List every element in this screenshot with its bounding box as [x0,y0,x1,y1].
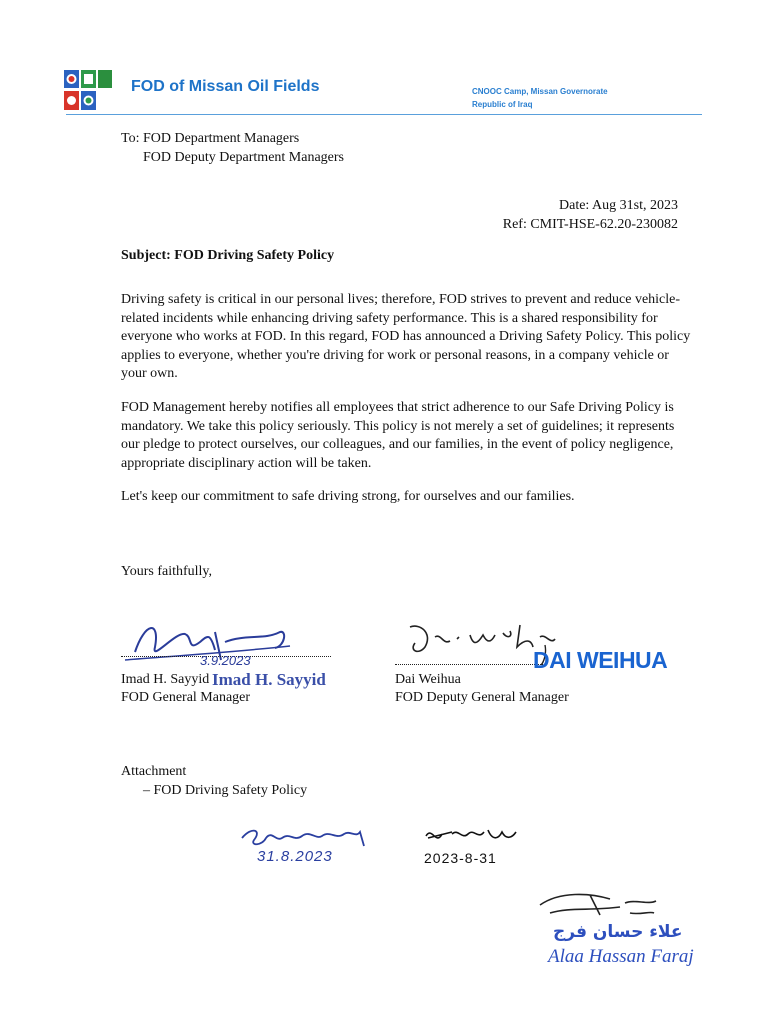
signatory-1-title: FOD General Manager [121,690,251,705]
name-stamp-2: DAI WEIHUA [533,647,668,673]
initial-date-2: 2023-8-31 [424,850,497,866]
company-logo [64,70,112,110]
address-line-2: Republic of Iraq [472,100,533,109]
latin-name-stamp: Alaa Hassan Faraj [548,946,694,967]
initial-date-1: 31.8.2023 [257,848,333,865]
signature-line-2 [395,664,545,665]
handwritten-date-1: 3.9.2023 [200,653,251,668]
subject-line: Subject: FOD Driving Safety Policy [121,248,335,263]
letter-date: Date: Aug 31st, 2023 [559,198,678,213]
body-paragraph-2: FOD Management hereby notifies all employees that strict adherence to our Safe Driving Policy is mandatory. We take this policy seriously. This policy is not merely a set of guidelines; it represents our pledge to protect ourselves, our colleagues, and our families, in the event of policy negligence, appropriate disciplinary action will be taken. [121,400,675,471]
attachment-heading: Attachment [121,764,187,779]
address-line-1: CNOOC Camp, Missan Governorate [472,87,608,96]
recipient-line-2: FOD Deputy Department Managers [143,150,345,165]
attachment-item: – FOD Driving Safety Policy [143,783,308,798]
recipient-line-1: To: FOD Department Managers [121,131,300,146]
signatory-2-name: Dai Weihua [395,672,461,687]
signatory-2-title: FOD Deputy General Manager [395,690,569,705]
body-paragraph-1: Driving safety is critical in our personal lives; therefore, FOD strives to prevent and reduce vehicle-related incidents while enhancing driving safety performance. This is a shared responsibility for everyone who works at FOD. In this regard, FOD has announced a Driving Safety Policy. This policy applies to everyone, whether you're driving for work or personal reasons, in a company vehicle or your own. [121,292,691,381]
letter-reference: Ref: CMIT-HSE-62.20-230082 [502,217,678,232]
initial-signature-3 [530,885,670,925]
body-paragraph-3: Let's keep our commitment to safe driving strong, for ourselves and our families. [121,489,575,504]
arabic-name-stamp: علاء حسان فرج [553,922,683,942]
signatory-1-name: Imad H. Sayyid [121,672,210,687]
date-ref-block [503,196,678,234]
header-divider [66,114,702,115]
closing-salutation: Yours faithfully, [121,564,213,579]
org-name: FOD of Missan Oil Fields [131,78,320,95]
recipients-block [121,129,344,167]
name-stamp-1: Imad H. Sayyid [212,670,326,689]
